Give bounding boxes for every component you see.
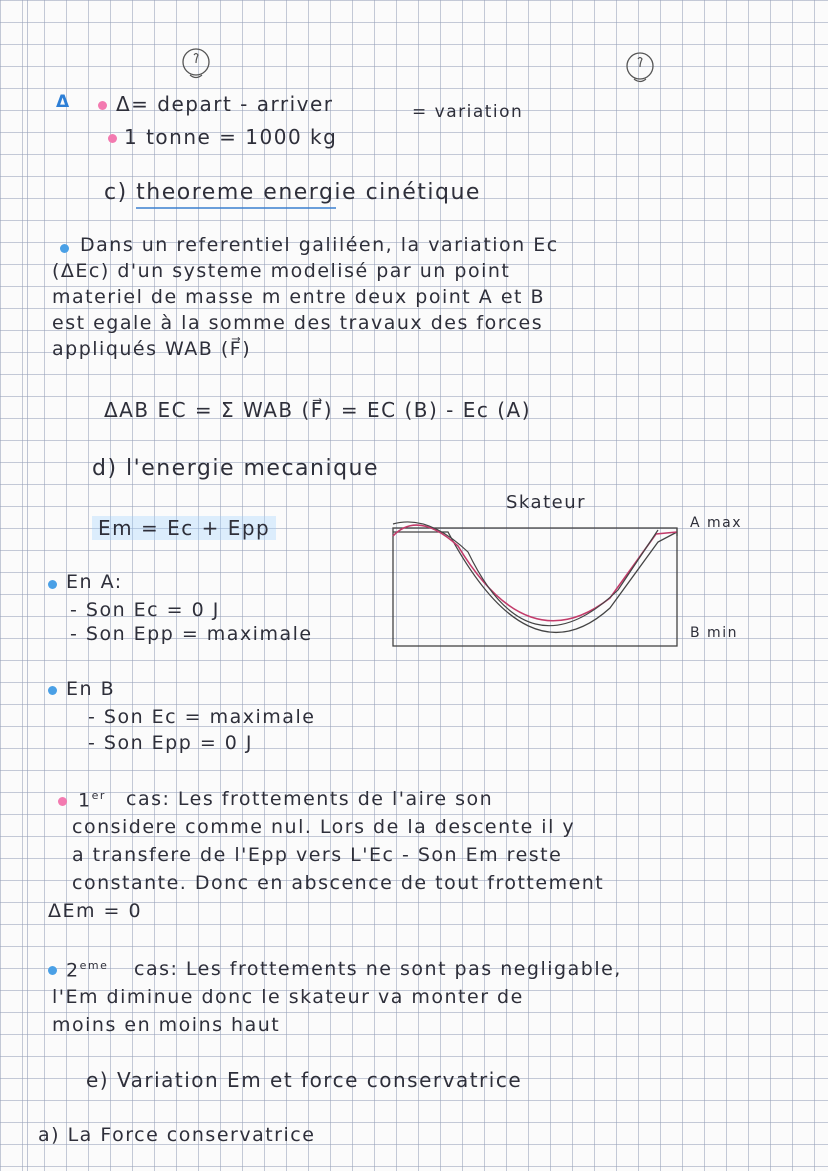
diagram-title: Skateur <box>506 492 587 513</box>
point-a-title: En A: <box>66 571 123 593</box>
point-a-item-1: - Son Ec = 0 J <box>70 599 220 621</box>
section-c-paragraph-line-5: appliqués WAB (F⃗) <box>52 338 252 360</box>
case-1-line-1: cas: Les frottements de l'aire son <box>126 788 494 810</box>
case-2-line-3: moins en moins haut <box>52 1014 281 1036</box>
case-1-line-4: constante. Donc en abscence de tout frottement <box>72 872 605 894</box>
section-c-paragraph-line-2: (ΔEc) d'un systeme modelisé par un point <box>52 260 511 282</box>
section-e-subheading: a) La Force conservatrice <box>38 1124 316 1146</box>
skater-half-pipe-diagram <box>388 512 698 652</box>
diagram-label-b-min: B min <box>690 625 738 641</box>
point-b-item-1: - Son Ec = maximale <box>88 706 316 728</box>
case-2-line-1: cas: Les frottements ne sont pas negligable, <box>134 958 622 980</box>
kinetic-energy-theorem-formula: ΔAB EC = Σ WAB (F⃗) = EC (B) - Ec (A) <box>104 398 532 422</box>
lightbulb-icon <box>622 50 658 90</box>
notebook-margin-line <box>27 0 28 1171</box>
section-e-heading: e) Variation Em et force conservatrice <box>86 1068 523 1092</box>
bullet-dot <box>58 797 67 806</box>
bullet-dot <box>108 134 117 143</box>
case-2-line-2: l'Em diminue donc le skateur va monter de <box>52 986 524 1008</box>
delta-warning-icon: Δ <box>56 92 70 112</box>
section-c-paragraph-line-1: Dans un referentiel galiléen, la variation Ec <box>80 234 559 256</box>
intro-line-2: 1 tonne = 1000 kg <box>124 125 338 149</box>
bullet-dot <box>48 966 57 975</box>
lightbulb-icon <box>178 46 214 86</box>
bullet-dot <box>48 580 57 589</box>
intro-line-1-equals: = variation <box>412 102 524 122</box>
case-2-number: 2eme <box>66 959 109 982</box>
mechanical-energy-formula: Em = Ec + Epp <box>92 516 276 540</box>
bullet-dot <box>98 101 107 110</box>
case-1-line-3: a transfere de l'Epp vers L'Ec - Son Em reste <box>72 844 563 866</box>
case-1-number: 1er <box>78 789 106 812</box>
section-c-paragraph-line-4: est egale à la somme des travaux des forces <box>52 312 544 334</box>
point-a-item-2: - Son Epp = maximale <box>70 623 313 645</box>
bullet-dot <box>48 686 57 695</box>
bullet-dot <box>60 244 69 253</box>
case-1-line-5: ΔEm = 0 <box>48 900 143 922</box>
heading-underline <box>136 205 336 211</box>
point-b-title: En B <box>66 678 116 700</box>
section-d-heading: d) l'energie mecanique <box>92 456 380 481</box>
section-c-paragraph-line-3: materiel de masse m entre deux point A et B <box>52 286 546 308</box>
point-b-item-2: - Son Epp = 0 J <box>88 732 254 754</box>
intro-line-1: Δ= depart - arriver <box>116 92 334 116</box>
case-1-line-2: considere comme nul. Lors de la descente il y <box>72 816 576 838</box>
diagram-label-a-max: A max <box>690 515 743 531</box>
section-c-heading: c) theoreme energie cinétique <box>104 180 481 205</box>
